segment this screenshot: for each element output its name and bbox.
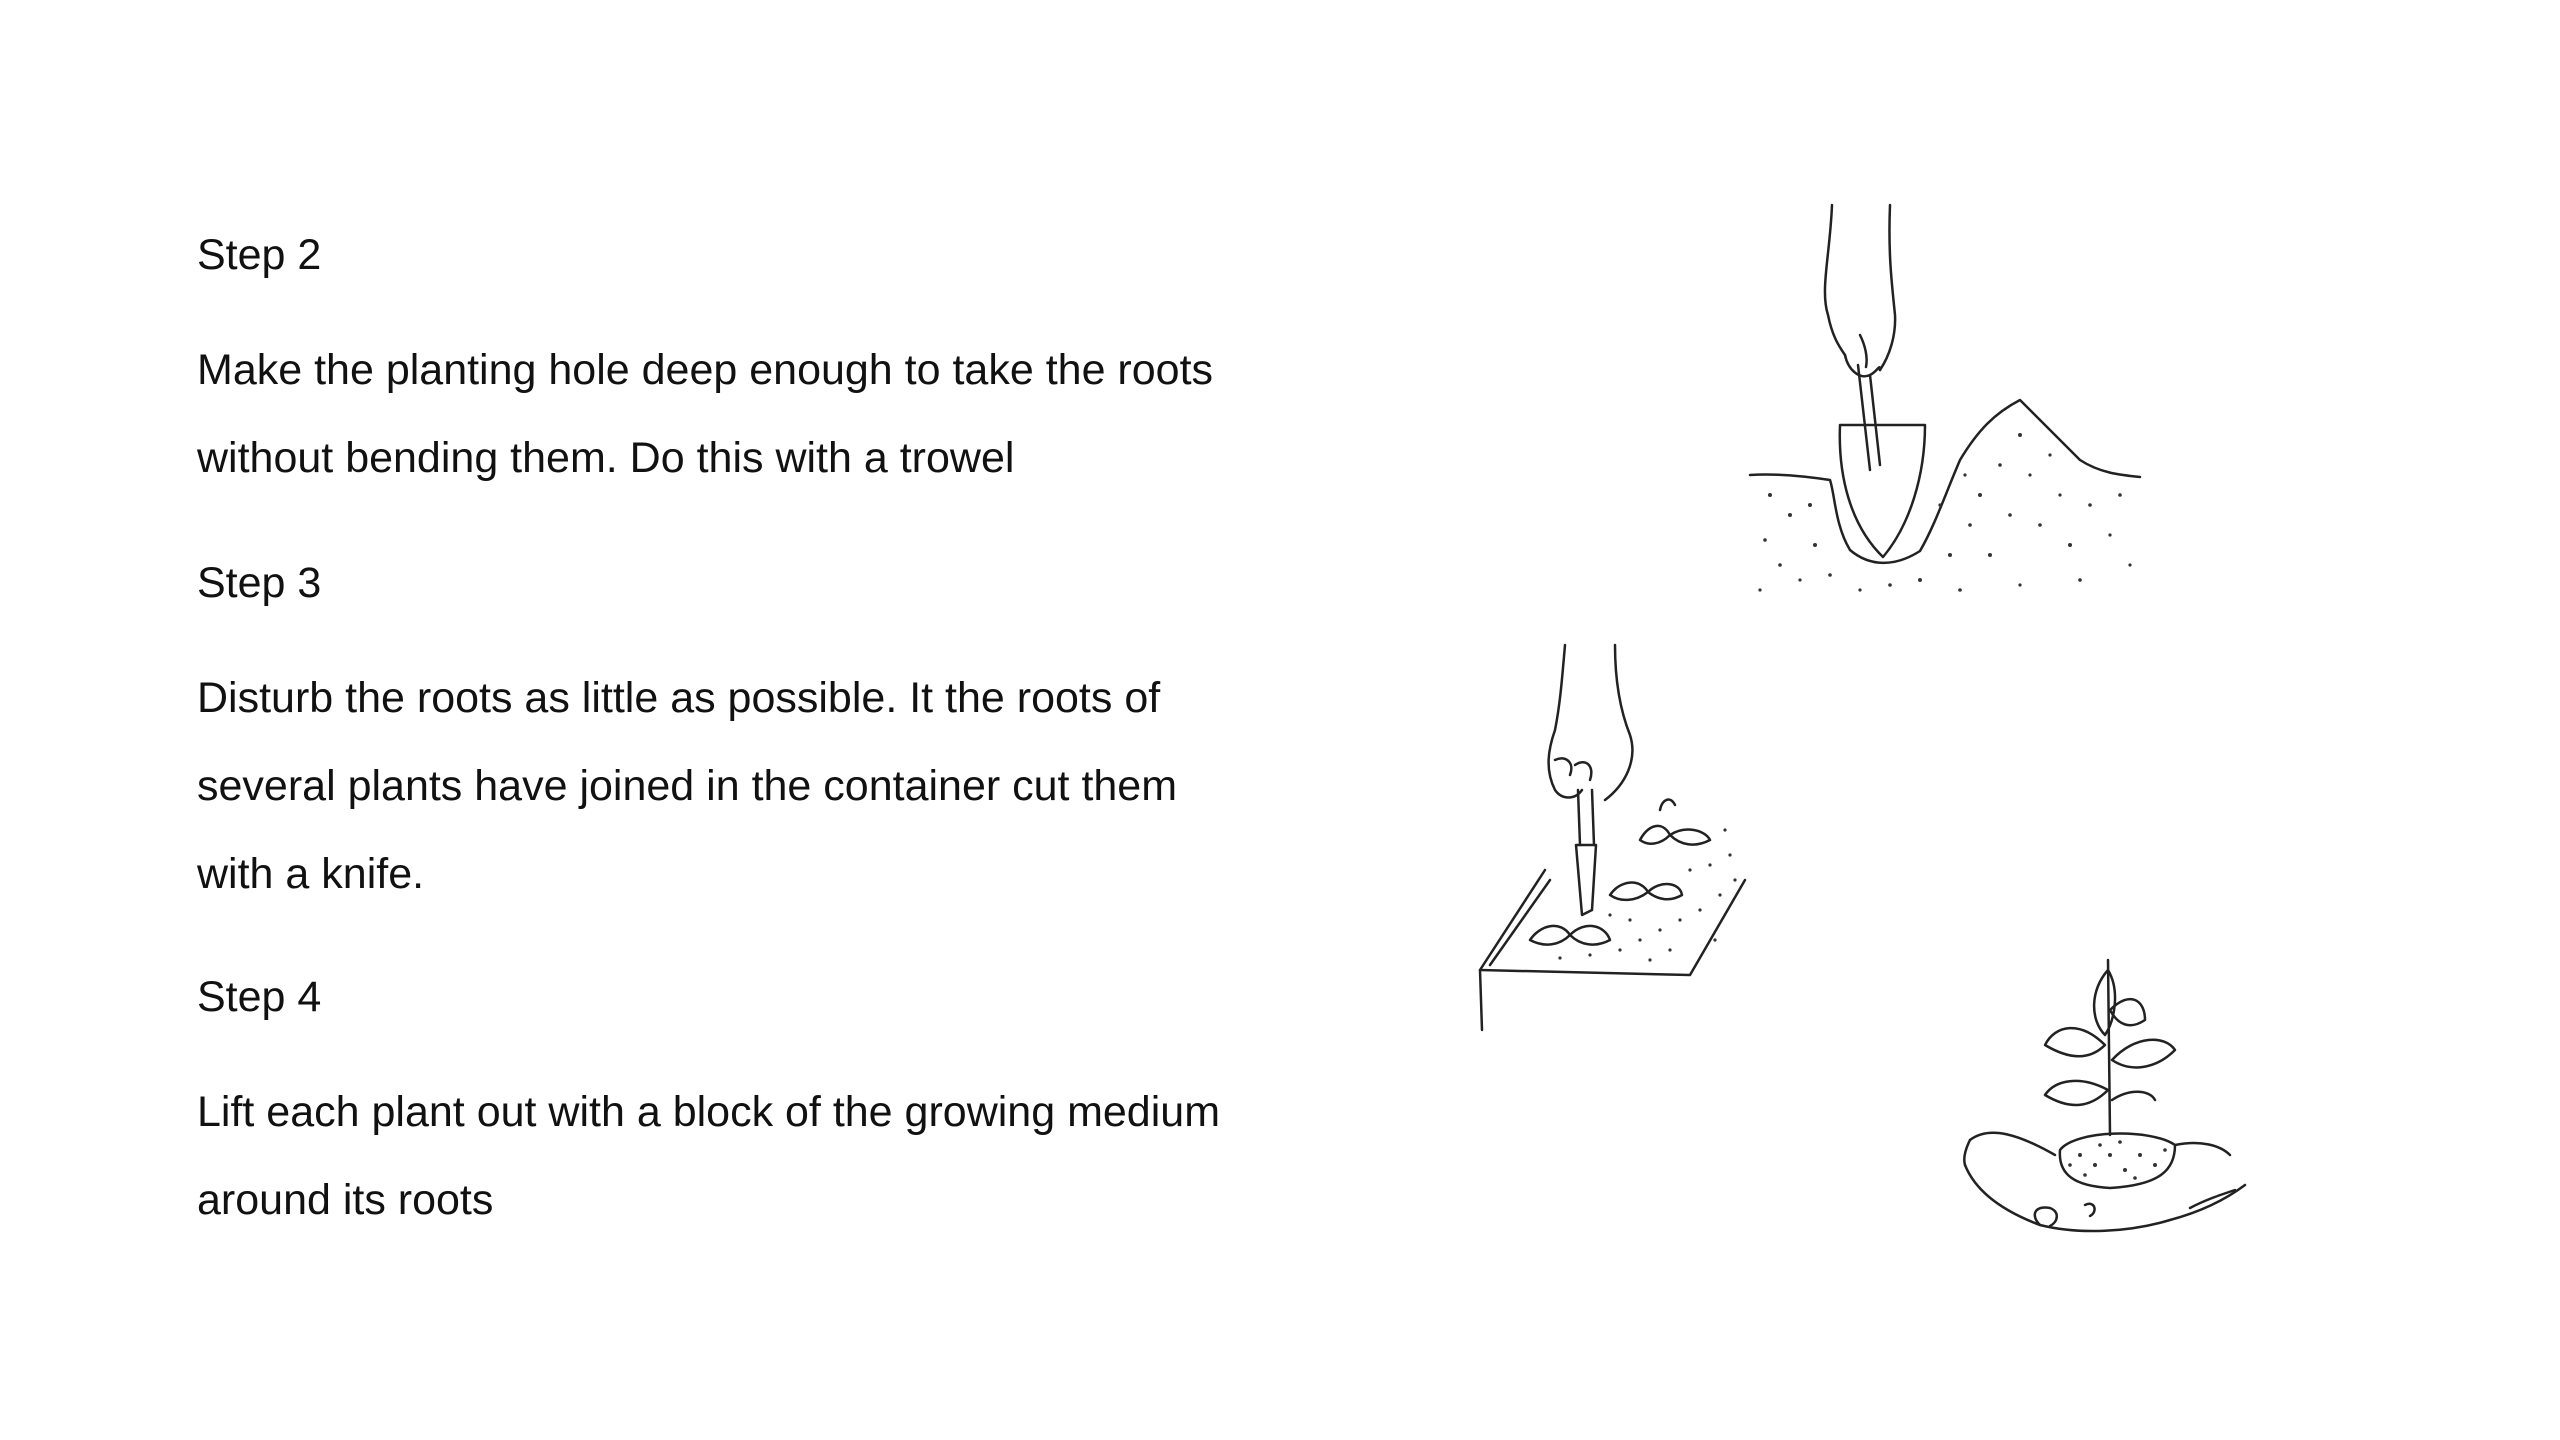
step-2-body: [197, 326, 1213, 502]
hand-trowel-digging-icon: [1720, 195, 2160, 615]
hand-knife-cutting-seedlings-icon: [1470, 640, 1760, 1040]
step-4-heading: Step 4: [197, 973, 322, 1021]
step-3-line-1: Disturb the roots as little as possible. It the roots of: [197, 674, 1161, 722]
step-2-heading: Step 2: [197, 231, 322, 279]
step-4-line-1: Lift each plant out with a block of the growing medium: [197, 1088, 1221, 1136]
step-3-line-3: with a knife.: [197, 850, 425, 898]
step-4-line-2: around its roots: [197, 1176, 494, 1224]
hand-holding-seedling-icon: [1960, 950, 2250, 1270]
step-3-heading: Step 3: [197, 559, 322, 607]
step-2-line-1: Make the planting hole deep enough to take the roots: [197, 346, 1214, 394]
step-3-line-2: several plants have joined in the container cut them: [197, 762, 1178, 810]
step-3-body: [197, 654, 1177, 918]
step-2-line-2: without bending them. Do this with a trowel: [197, 434, 1015, 482]
step-4-body: [197, 1068, 1220, 1244]
